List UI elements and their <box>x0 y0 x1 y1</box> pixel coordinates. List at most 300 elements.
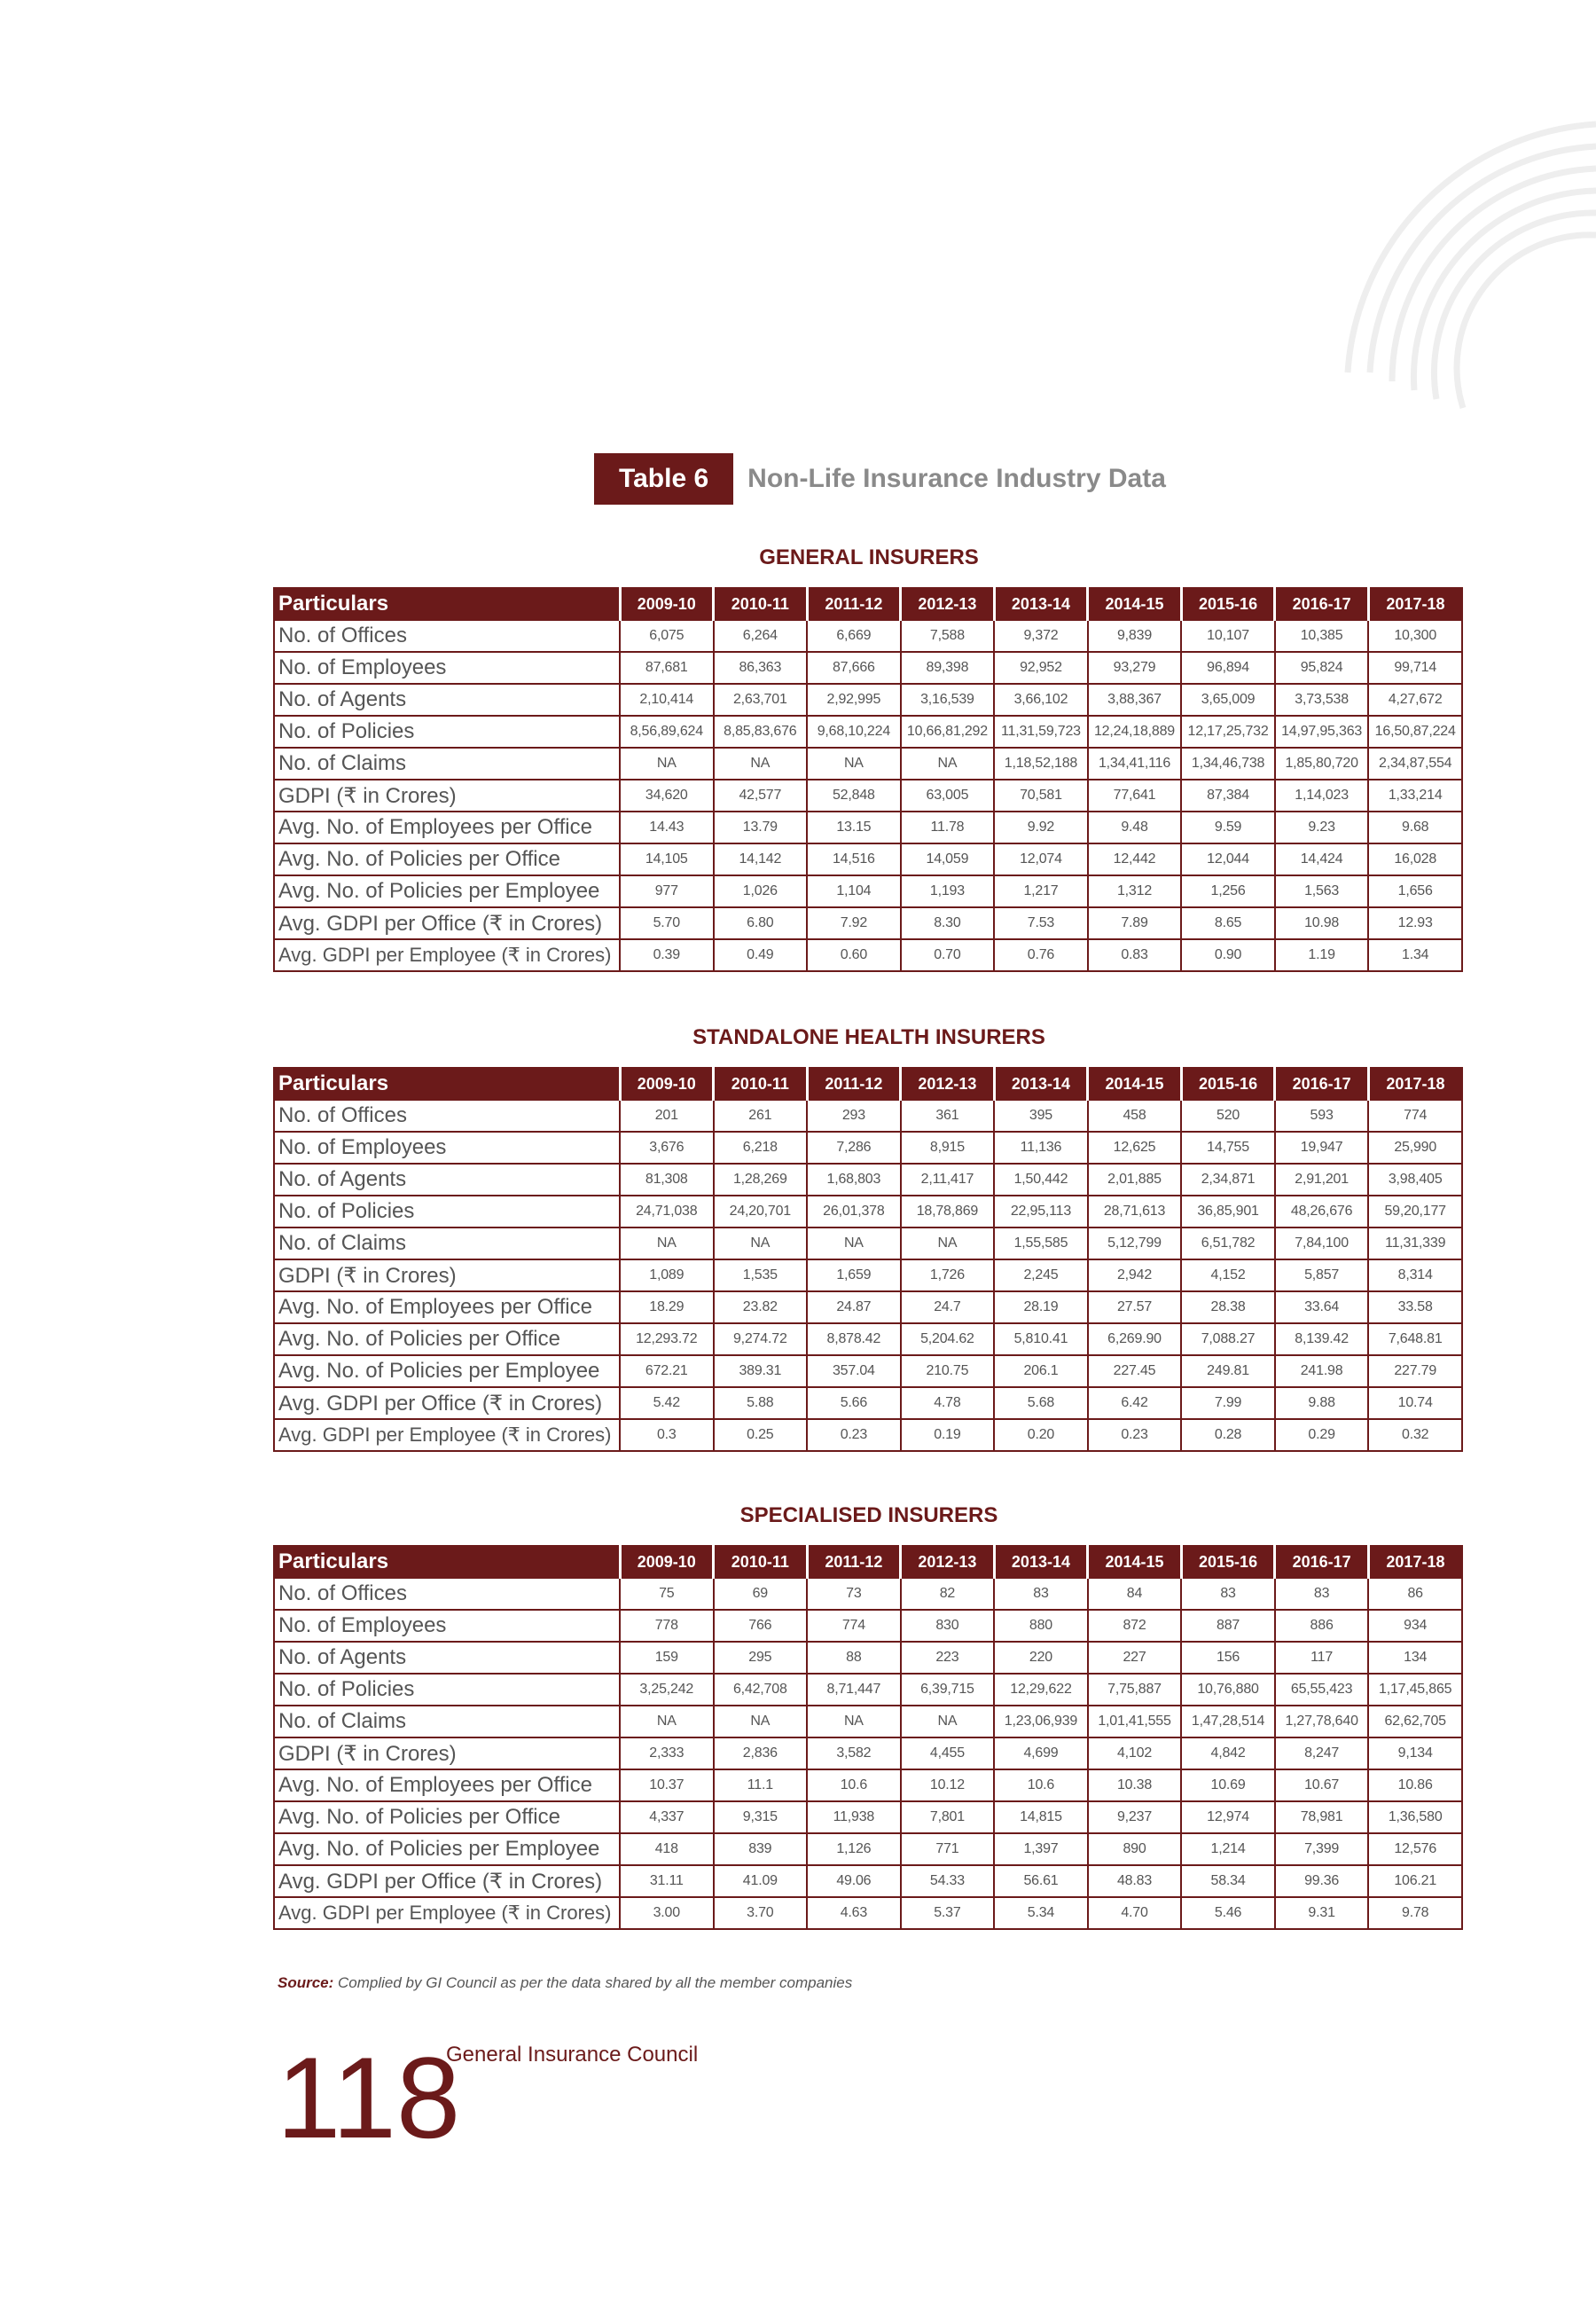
table-cell: 88 <box>807 1642 901 1674</box>
table-cell: 9.68 <box>1368 812 1462 843</box>
page-number: 118 <box>277 2033 461 2162</box>
table-cell: 83 <box>994 1578 1088 1610</box>
table-cell: 52,848 <box>807 780 901 812</box>
year-header: 2014-15 <box>1088 588 1182 620</box>
table-cell: 5.42 <box>620 1387 714 1419</box>
table-cell: 156 <box>1181 1642 1275 1674</box>
row-label: Avg. GDPI per Employee (₹ in Crores) <box>274 939 620 971</box>
table-cell: 10,66,81,292 <box>901 716 995 748</box>
row-label: No. of Employees <box>274 1132 620 1164</box>
table-cell: 18.29 <box>620 1291 714 1323</box>
table-cell: 25,990 <box>1368 1132 1462 1164</box>
year-header: 2013-14 <box>994 1546 1088 1578</box>
table-cell: 33.64 <box>1275 1291 1369 1323</box>
table-cell: 8,139.42 <box>1275 1323 1369 1355</box>
table-cell: 3,73,538 <box>1275 684 1369 716</box>
table-cell: 0.90 <box>1181 939 1275 971</box>
header-row <box>274 1546 1462 1578</box>
table-cell: 1,535 <box>714 1259 808 1291</box>
table-row <box>274 1610 1462 1642</box>
table-cell: 159 <box>620 1642 714 1674</box>
table-cell: 8,314 <box>1368 1259 1462 1291</box>
row-label: Avg. No. of Policies per Employee <box>274 1833 620 1865</box>
year-header: 2013-14 <box>994 1068 1088 1100</box>
table-cell: 1,85,80,720 <box>1275 748 1369 780</box>
table-row <box>274 1100 1462 1132</box>
table-cell: 4.63 <box>807 1897 901 1929</box>
table-cell: 11,136 <box>994 1132 1088 1164</box>
table-cell: 0.19 <box>901 1419 995 1451</box>
table-cell: 1,14,023 <box>1275 780 1369 812</box>
year-header: 2016-17 <box>1275 1546 1369 1578</box>
table-cell: 58.34 <box>1181 1865 1275 1897</box>
particulars-header: Particulars <box>274 588 620 620</box>
table-cell: 886 <box>1275 1610 1369 1642</box>
table-cell: 778 <box>620 1610 714 1642</box>
table-cell: 1,55,585 <box>994 1228 1088 1259</box>
table-row <box>274 939 1462 971</box>
row-label: Avg. No. of Employees per Office <box>274 1291 620 1323</box>
table-cell: 65,55,423 <box>1275 1674 1369 1706</box>
table-row <box>274 780 1462 812</box>
table-row <box>274 748 1462 780</box>
table-cell: 1.34 <box>1368 939 1462 971</box>
table-cell: 5.70 <box>620 907 714 939</box>
table-cell: 27.57 <box>1088 1291 1182 1323</box>
table-cell: 14,815 <box>994 1801 1088 1833</box>
table-cell: 93,279 <box>1088 652 1182 684</box>
table-cell: 0.76 <box>994 939 1088 971</box>
table-cell: 4.70 <box>1088 1897 1182 1929</box>
table-cell: 12,044 <box>1181 843 1275 875</box>
table-cell: 1,726 <box>901 1259 995 1291</box>
table-cell: 10.6 <box>994 1769 1088 1801</box>
table-cell: 10.38 <box>1088 1769 1182 1801</box>
table-cell: 7,399 <box>1275 1833 1369 1865</box>
table-cell: 0.3 <box>620 1419 714 1451</box>
table-cell: 1,47,28,514 <box>1181 1706 1275 1737</box>
table-row <box>274 907 1462 939</box>
table-cell: 87,681 <box>620 652 714 684</box>
row-label: No. of Policies <box>274 716 620 748</box>
row-label: No. of Offices <box>274 1100 620 1132</box>
table-cell: 14,424 <box>1275 843 1369 875</box>
table-cell: 5.37 <box>901 1897 995 1929</box>
table-cell: 9,372 <box>994 620 1088 652</box>
table-cell: 2,333 <box>620 1737 714 1769</box>
table-cell: 3.00 <box>620 1897 714 1929</box>
table-cell: 0.29 <box>1275 1419 1369 1451</box>
table-cell: 227 <box>1088 1642 1182 1674</box>
table-cell: 10.37 <box>620 1769 714 1801</box>
table-cell: 28.19 <box>994 1291 1088 1323</box>
table-cell: 10,385 <box>1275 620 1369 652</box>
table-cell: 4,842 <box>1181 1737 1275 1769</box>
table-cell: 8.65 <box>1181 907 1275 939</box>
table-cell: 1,18,52,188 <box>994 748 1088 780</box>
table-row <box>274 1706 1462 1737</box>
table-cell: 6,669 <box>807 620 901 652</box>
table-cell: 3,98,405 <box>1368 1164 1462 1196</box>
source-note <box>278 1974 852 1992</box>
table-row <box>274 843 1462 875</box>
table-row <box>274 716 1462 748</box>
table-cell: 2,34,87,554 <box>1368 748 1462 780</box>
table-row <box>274 1801 1462 1833</box>
year-header: 2011-12 <box>807 1546 901 1578</box>
source-text: Complied by GI Council as per the data shared by all the member companies <box>333 1974 853 1991</box>
table-cell: 5.68 <box>994 1387 1088 1419</box>
table-cell: 1,193 <box>901 875 995 907</box>
table-cell: 7,588 <box>901 620 995 652</box>
table-cell: 11.78 <box>901 812 995 843</box>
table-cell: 10.12 <box>901 1769 995 1801</box>
table-cell: 2,63,701 <box>714 684 808 716</box>
table-cell: 12,17,25,732 <box>1181 716 1275 748</box>
table-cell: 227.45 <box>1088 1355 1182 1387</box>
table-cell: 12,293.72 <box>620 1323 714 1355</box>
table-cell: 1,659 <box>807 1259 901 1291</box>
table-cell: 9,315 <box>714 1801 808 1833</box>
table-row <box>274 812 1462 843</box>
table-cell: 1,23,06,939 <box>994 1706 1088 1737</box>
table-cell: 4,337 <box>620 1801 714 1833</box>
table-cell: 14,105 <box>620 843 714 875</box>
table-cell: 73 <box>807 1578 901 1610</box>
table-cell: 3,66,102 <box>994 684 1088 716</box>
table-cell: 934 <box>1368 1610 1462 1642</box>
table-cell: 241.98 <box>1275 1355 1369 1387</box>
table-cell: 1,217 <box>994 875 1088 907</box>
row-label: Avg. No. of Policies per Office <box>274 843 620 875</box>
table-cell: 24.87 <box>807 1291 901 1323</box>
table-cell: 3,16,539 <box>901 684 995 716</box>
table-cell: 33.58 <box>1368 1291 1462 1323</box>
table-cell: 771 <box>901 1833 995 1865</box>
table-cell: 0.20 <box>994 1419 1088 1451</box>
table-cell: 6,075 <box>620 620 714 652</box>
table-cell: 1,68,803 <box>807 1164 901 1196</box>
table-cell: 249.81 <box>1181 1355 1275 1387</box>
year-header: 2009-10 <box>620 1546 714 1578</box>
year-header: 2015-16 <box>1181 1068 1275 1100</box>
table-cell: 41.09 <box>714 1865 808 1897</box>
table-cell: 2,01,885 <box>1088 1164 1182 1196</box>
table-cell: 1,026 <box>714 875 808 907</box>
table-cell: 1,656 <box>1368 875 1462 907</box>
table-cell: 83 <box>1275 1578 1369 1610</box>
table-cell: 9,274.72 <box>714 1323 808 1355</box>
table-cell: 2,245 <box>994 1259 1088 1291</box>
table-cell: 28,71,613 <box>1088 1196 1182 1228</box>
table-cell: 12,625 <box>1088 1132 1182 1164</box>
table-cell: 7,801 <box>901 1801 995 1833</box>
table-cell: 11,31,59,723 <box>994 716 1088 748</box>
table-cell: 11.1 <box>714 1769 808 1801</box>
specialised-insurers-table <box>273 1545 1463 1930</box>
table-title: Non-Life Insurance Industry Data <box>747 464 1166 493</box>
table-cell: 223 <box>901 1642 995 1674</box>
table-cell: 7,648.81 <box>1368 1323 1462 1355</box>
table-cell: 86,363 <box>714 652 808 684</box>
row-label: Avg. No. of Employees per Office <box>274 812 620 843</box>
row-label: Avg. GDPI per Employee (₹ in Crores) <box>274 1897 620 1929</box>
table-cell: 10.74 <box>1368 1387 1462 1419</box>
table-row <box>274 1578 1462 1610</box>
table-cell: 11,31,339 <box>1368 1228 1462 1259</box>
source-label: Source: <box>278 1974 334 1991</box>
table-cell: 1,397 <box>994 1833 1088 1865</box>
table-cell: 672.21 <box>620 1355 714 1387</box>
year-header: 2010-11 <box>714 588 808 620</box>
table-cell: 10,107 <box>1181 620 1275 652</box>
table-cell: 99.36 <box>1275 1865 1369 1897</box>
table-cell: 1,312 <box>1088 875 1182 907</box>
table-cell: 10.86 <box>1368 1769 1462 1801</box>
table-cell: 0.32 <box>1368 1419 1462 1451</box>
table-cell: 1,104 <box>807 875 901 907</box>
table-cell: 7,286 <box>807 1132 901 1164</box>
table-cell: 9.78 <box>1368 1897 1462 1929</box>
table-cell: 220 <box>994 1642 1088 1674</box>
table-row <box>274 1132 1462 1164</box>
table-row <box>274 1387 1462 1419</box>
table-cell: 361 <box>901 1100 995 1132</box>
table-cell: 839 <box>714 1833 808 1865</box>
row-label: Avg. GDPI per Office (₹ in Crores) <box>274 907 620 939</box>
table-cell: 0.49 <box>714 939 808 971</box>
table-cell: 3,65,009 <box>1181 684 1275 716</box>
table-cell: 872 <box>1088 1610 1182 1642</box>
table-row <box>274 1196 1462 1228</box>
table-cell: 12,29,622 <box>994 1674 1088 1706</box>
year-header: 2014-15 <box>1088 1546 1182 1578</box>
table-row <box>274 652 1462 684</box>
table-cell: 389.31 <box>714 1355 808 1387</box>
table-cell: NA <box>807 1706 901 1737</box>
year-header: 2010-11 <box>714 1068 808 1100</box>
table-cell: 10.98 <box>1275 907 1369 939</box>
table-cell: 12,442 <box>1088 843 1182 875</box>
table-cell: 0.28 <box>1181 1419 1275 1451</box>
table-cell: 26,01,378 <box>807 1196 901 1228</box>
table-cell: 7.89 <box>1088 907 1182 939</box>
table-cell: 7,088.27 <box>1181 1323 1275 1355</box>
row-label: No. of Agents <box>274 1642 620 1674</box>
row-label: No. of Policies <box>274 1196 620 1228</box>
year-header: 2012-13 <box>901 1546 995 1578</box>
table-cell: 2,942 <box>1088 1259 1182 1291</box>
table-cell: 75 <box>620 1578 714 1610</box>
table-cell: 206.1 <box>994 1355 1088 1387</box>
table-cell: 520 <box>1181 1100 1275 1132</box>
table-cell: 5,810.41 <box>994 1323 1088 1355</box>
table-cell: 9,68,10,224 <box>807 716 901 748</box>
table-cell: 3,25,242 <box>620 1674 714 1706</box>
row-label: Avg. No. of Policies per Employee <box>274 1355 620 1387</box>
table-cell: 1,33,214 <box>1368 780 1462 812</box>
table-cell: 14,142 <box>714 843 808 875</box>
table-cell: 8,71,447 <box>807 1674 901 1706</box>
table-cell: 10,76,880 <box>1181 1674 1275 1706</box>
table-heading <box>594 457 1166 501</box>
table-cell: 1,50,442 <box>994 1164 1088 1196</box>
table-row <box>274 1259 1462 1291</box>
table-cell: 24.7 <box>901 1291 995 1323</box>
table-row <box>274 1737 1462 1769</box>
table-cell: 13.79 <box>714 812 808 843</box>
table-row <box>274 1865 1462 1897</box>
table-cell: NA <box>714 748 808 780</box>
table-cell: 9.59 <box>1181 812 1275 843</box>
table-cell: 1,01,41,555 <box>1088 1706 1182 1737</box>
table-cell: 1,126 <box>807 1833 901 1865</box>
table-cell: 418 <box>620 1833 714 1865</box>
table-cell: 5,204.62 <box>901 1323 995 1355</box>
table-cell: 3.70 <box>714 1897 808 1929</box>
row-label: No. of Agents <box>274 684 620 716</box>
table-cell: 0.25 <box>714 1419 808 1451</box>
table-cell: 14,755 <box>1181 1132 1275 1164</box>
particulars-header: Particulars <box>274 1068 620 1100</box>
particulars-header: Particulars <box>274 1546 620 1578</box>
table-cell: 830 <box>901 1610 995 1642</box>
row-label: GDPI (₹ in Crores) <box>274 1259 620 1291</box>
table-cell: 87,384 <box>1181 780 1275 812</box>
table-row <box>274 1769 1462 1801</box>
table-cell: 96,894 <box>1181 652 1275 684</box>
table-row <box>274 1674 1462 1706</box>
table-cell: 4,699 <box>994 1737 1088 1769</box>
table-cell: 12,974 <box>1181 1801 1275 1833</box>
row-label: No. of Claims <box>274 1706 620 1737</box>
table-cell: 7.92 <box>807 907 901 939</box>
row-label: Avg. GDPI per Office (₹ in Crores) <box>274 1387 620 1419</box>
table-cell: 766 <box>714 1610 808 1642</box>
table-row <box>274 1897 1462 1929</box>
year-header: 2016-17 <box>1275 1068 1369 1100</box>
table-cell: 56.61 <box>994 1865 1088 1897</box>
table-cell: 106.21 <box>1368 1865 1462 1897</box>
table-row <box>274 684 1462 716</box>
table-cell: 1,27,78,640 <box>1275 1706 1369 1737</box>
table-cell: 8,247 <box>1275 1737 1369 1769</box>
table-cell: 14,059 <box>901 843 995 875</box>
table-cell: 5.66 <box>807 1387 901 1419</box>
row-label: Avg. No. of Policies per Office <box>274 1323 620 1355</box>
table-cell: 0.60 <box>807 939 901 971</box>
table-cell: 4,152 <box>1181 1259 1275 1291</box>
table-cell: 774 <box>1368 1100 1462 1132</box>
table-cell: 5.46 <box>1181 1897 1275 1929</box>
table-cell: NA <box>807 748 901 780</box>
table-cell: 42,577 <box>714 780 808 812</box>
table-cell: 48.83 <box>1088 1865 1182 1897</box>
table-cell: 2,836 <box>714 1737 808 1769</box>
table-cell: 87,666 <box>807 652 901 684</box>
table-cell: 5,857 <box>1275 1259 1369 1291</box>
table-cell: 295 <box>714 1642 808 1674</box>
table-cell: 14,516 <box>807 843 901 875</box>
table-cell: 2,11,417 <box>901 1164 995 1196</box>
table-cell: 9.92 <box>994 812 1088 843</box>
table-cell: 5.88 <box>714 1387 808 1419</box>
table-cell: 887 <box>1181 1610 1275 1642</box>
table-cell: 395 <box>994 1100 1088 1132</box>
table-cell: 2,91,201 <box>1275 1164 1369 1196</box>
section-title-general: GENERAL INSURERS <box>759 545 979 569</box>
table-row <box>274 1164 1462 1196</box>
table-cell: 12,576 <box>1368 1833 1462 1865</box>
year-header: 2011-12 <box>807 1068 901 1100</box>
table-cell: 59,20,177 <box>1368 1196 1462 1228</box>
table-cell: 1,36,580 <box>1368 1801 1462 1833</box>
year-header: 2015-16 <box>1181 1546 1275 1578</box>
year-header: 2015-16 <box>1181 588 1275 620</box>
row-label: No. of Agents <box>274 1164 620 1196</box>
table-cell: NA <box>620 748 714 780</box>
table-cell: 31.11 <box>620 1865 714 1897</box>
table-cell: 11,938 <box>807 1801 901 1833</box>
table-cell: 92,952 <box>994 652 1088 684</box>
table-cell: 6,39,715 <box>901 1674 995 1706</box>
table-cell: 10.69 <box>1181 1769 1275 1801</box>
table-cell: 117 <box>1275 1642 1369 1674</box>
row-label: Avg. No. of Policies per Employee <box>274 875 620 907</box>
row-label: No. of Employees <box>274 652 620 684</box>
table-cell: 12.93 <box>1368 907 1462 939</box>
year-header: 2013-14 <box>994 588 1088 620</box>
table-cell: 1,34,46,738 <box>1181 748 1275 780</box>
table-row <box>274 1228 1462 1259</box>
table-cell: 28.38 <box>1181 1291 1275 1323</box>
table-cell: 83 <box>1181 1578 1275 1610</box>
row-label: GDPI (₹ in Crores) <box>274 780 620 812</box>
table-cell: 54.33 <box>901 1865 995 1897</box>
table-cell: 18,78,869 <box>901 1196 995 1228</box>
table-cell: 95,824 <box>1275 652 1369 684</box>
table-cell: 62,62,705 <box>1368 1706 1462 1737</box>
table-cell: NA <box>714 1706 808 1737</box>
table-cell: 69 <box>714 1578 808 1610</box>
row-label: No. of Offices <box>274 1578 620 1610</box>
table-cell: 78,981 <box>1275 1801 1369 1833</box>
table-cell: 458 <box>1088 1100 1182 1132</box>
table-row <box>274 620 1462 652</box>
table-cell: 1,214 <box>1181 1833 1275 1865</box>
table-cell: 10.67 <box>1275 1769 1369 1801</box>
table-cell: 201 <box>620 1100 714 1132</box>
year-header: 2014-15 <box>1088 1068 1182 1100</box>
table-cell: 4,27,672 <box>1368 684 1462 716</box>
general-insurers-table <box>273 587 1463 972</box>
table-cell: 0.70 <box>901 939 995 971</box>
row-label: No. of Claims <box>274 1228 620 1259</box>
table-cell: 1,563 <box>1275 875 1369 907</box>
table-cell: 1,34,41,116 <box>1088 748 1182 780</box>
table-cell: 134 <box>1368 1642 1462 1674</box>
table-cell: 89,398 <box>901 652 995 684</box>
table-cell: 23.82 <box>714 1291 808 1323</box>
table-cell: 774 <box>807 1610 901 1642</box>
table-cell: 8,915 <box>901 1132 995 1164</box>
row-label: Avg. No. of Policies per Office <box>274 1801 620 1833</box>
row-label: GDPI (₹ in Crores) <box>274 1737 620 1769</box>
year-header: 2009-10 <box>620 588 714 620</box>
table-cell: NA <box>620 1228 714 1259</box>
table-cell: 7.53 <box>994 907 1088 939</box>
table-cell: 1,17,45,865 <box>1368 1674 1462 1706</box>
